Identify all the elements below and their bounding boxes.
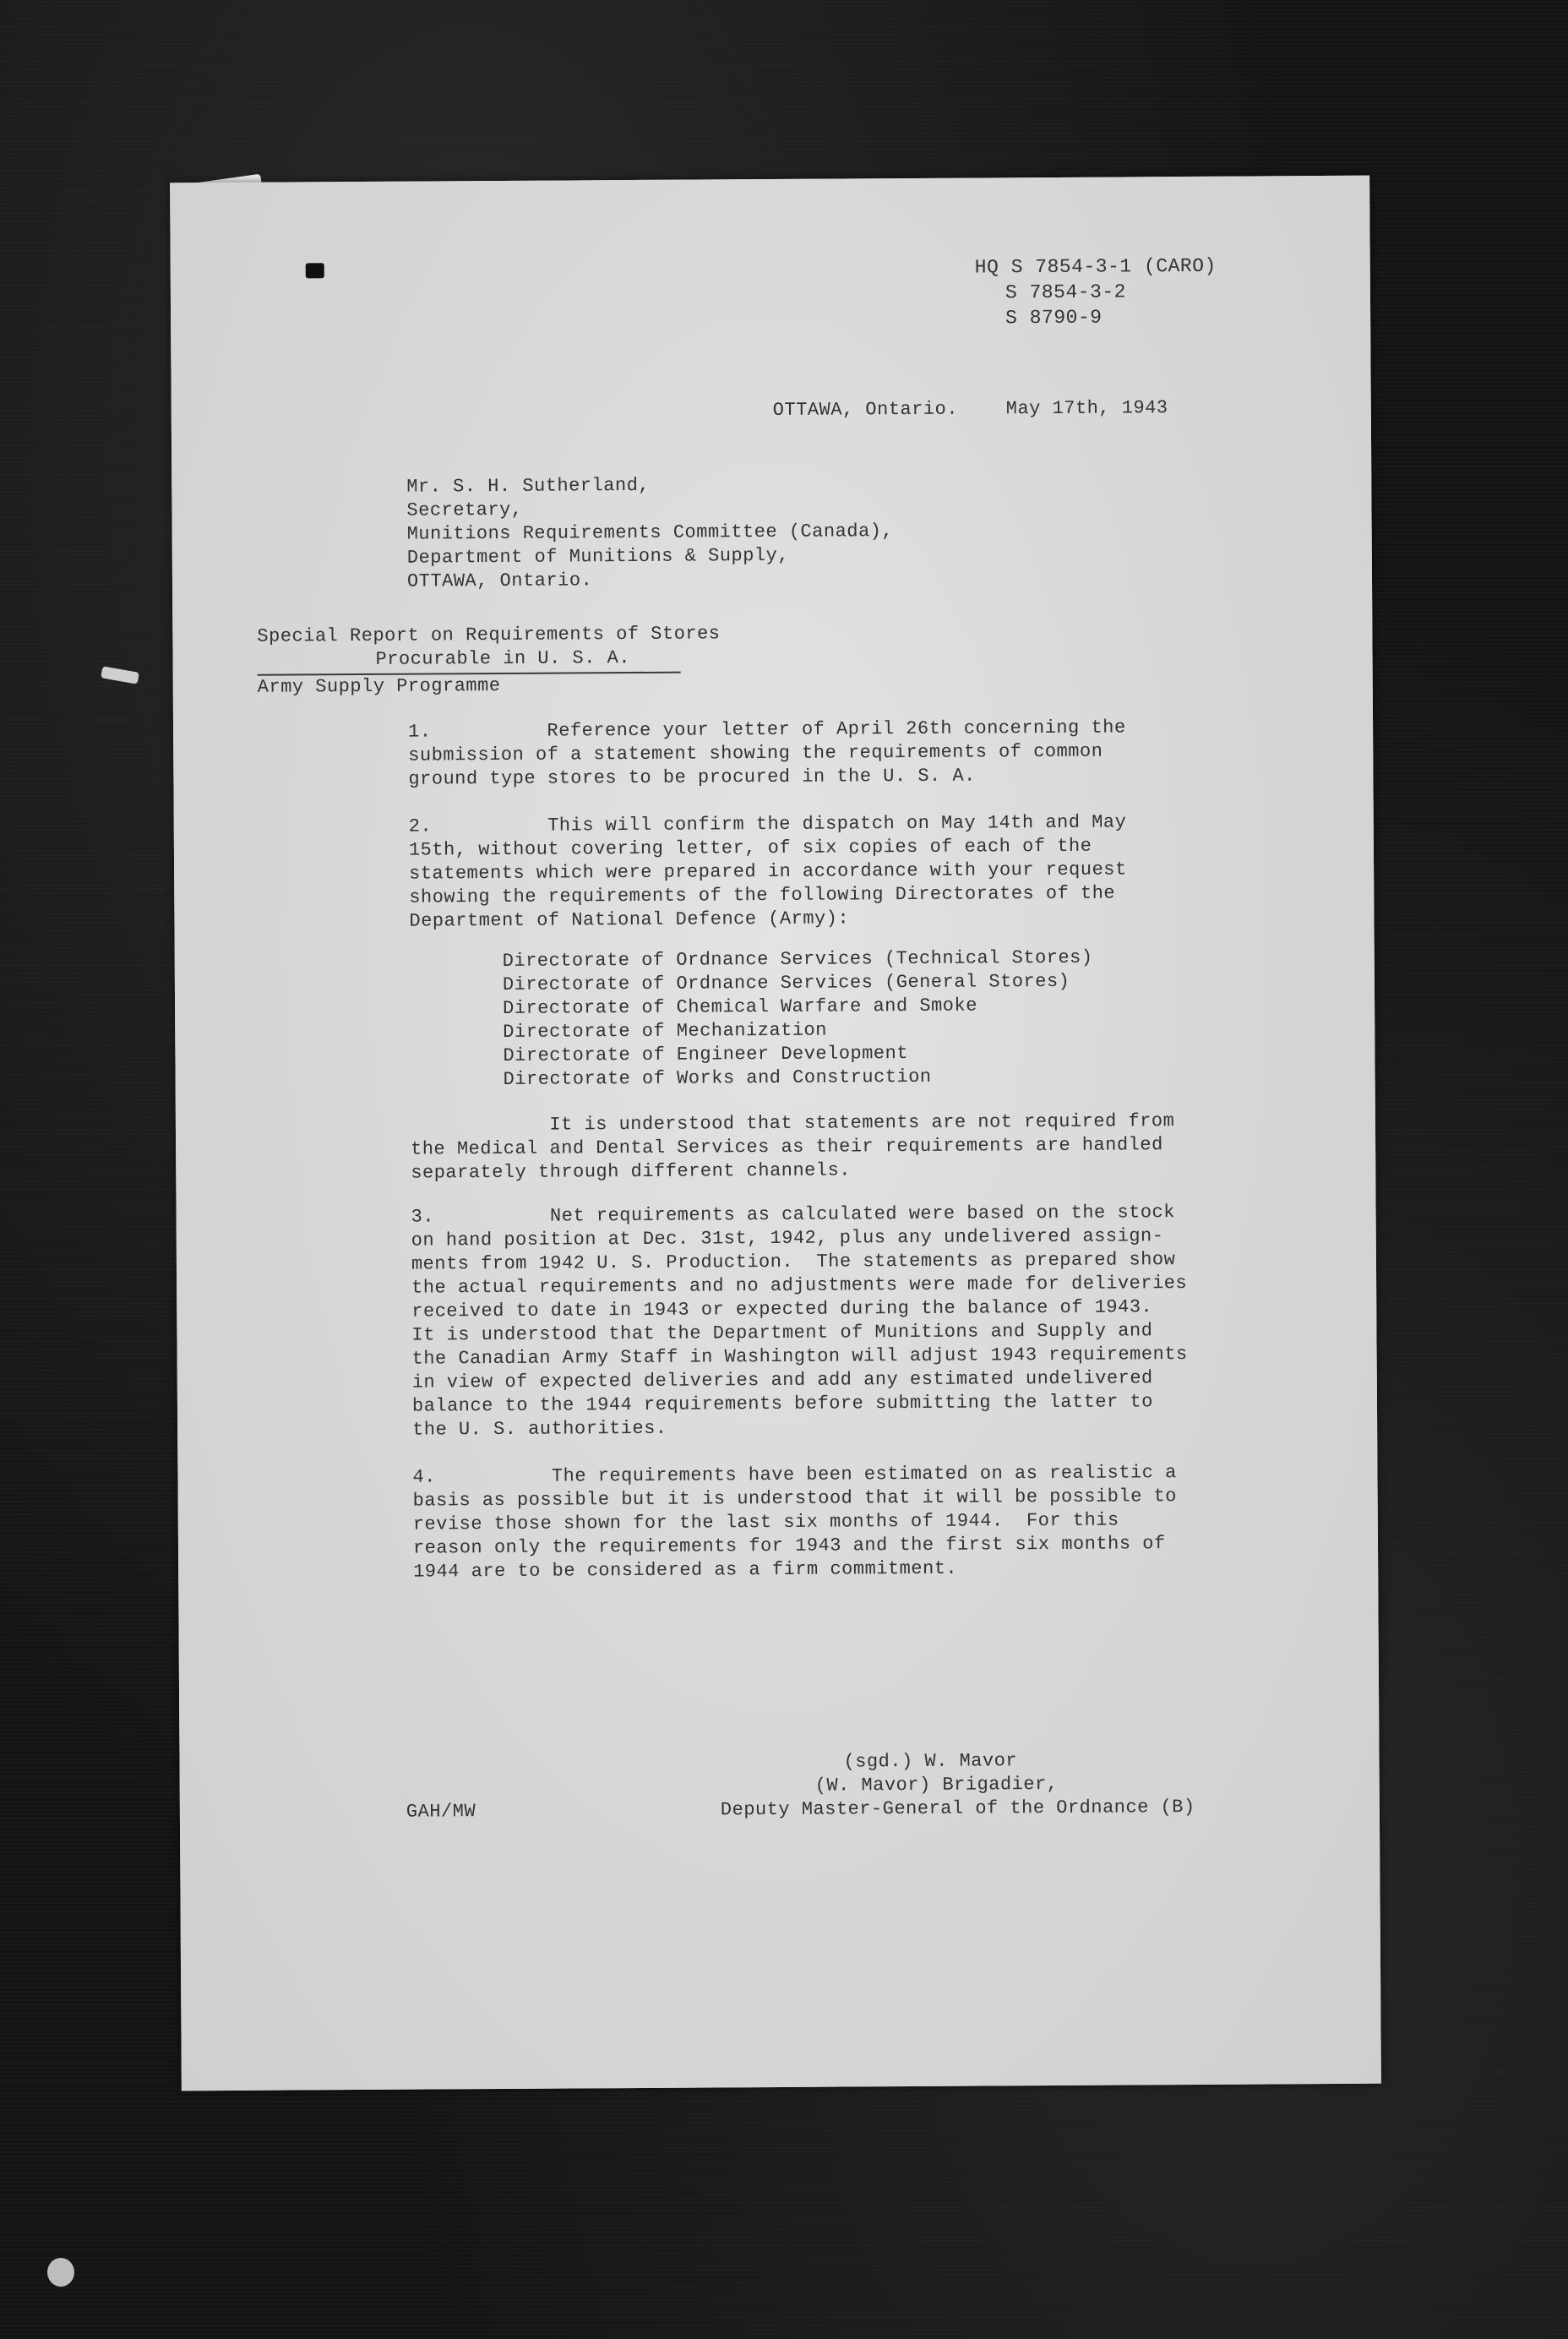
paragraph-3-line: the U. S. authorities. (412, 1417, 667, 1441)
addressee-line: OTTAWA, Ontario. (406, 570, 593, 592)
paragraph-4-line: 4. The requirements have been estimated on as realistic a (412, 1462, 1177, 1488)
paragraph-2b-line: the Medical and Dental Services as their requirements are handled (411, 1134, 1163, 1160)
paragraph-3-line: the Canadian Army Staff in Washington will adjust 1943 requirements (411, 1344, 1188, 1370)
paragraph-2-line: Department of National Defence (Army): (409, 908, 850, 932)
paragraph-2b-line: It is understood that statements are not required from (410, 1110, 1175, 1137)
directorate-item: Directorate of Mechanization (503, 1019, 828, 1043)
paragraph-4-line: 1944 are to be considered as a firm commitment. (413, 1557, 958, 1583)
signature-line: Deputy Master-General of the Ordnance (B) (720, 1796, 1195, 1821)
subject-line: Procurable in U. S. A. (257, 646, 681, 676)
paragraph-3-line: It is understood that the Department of Munitions and Supply and (411, 1320, 1153, 1346)
addressee-line: Department of Munitions & Supply, (406, 544, 790, 569)
paragraph-4-line: reason only the requirements for 1943 and the first six months of (412, 1533, 1166, 1559)
addressee-line: Secretary, (406, 499, 523, 521)
reference-line: S 8790-9 (1005, 306, 1102, 330)
ink-mark (306, 263, 324, 278)
paragraph-2-line: statements which were prepared in accordance with your request (409, 859, 1127, 885)
paragraph-3-line: ments from 1942 U. S. Production. The statements as prepared show (411, 1249, 1176, 1275)
place: OTTAWA, Ontario. (772, 398, 959, 422)
paragraph-1-line: ground type stores to be procured in the U. S. A. (408, 765, 976, 790)
paragraph-2-line: showing the requirements of the following Directorates of the (409, 882, 1116, 908)
subject-line: Special Report on Requirements of Stores (257, 623, 721, 647)
paragraph-3-line: balance to the 1944 requirements before submitting the latter to (411, 1391, 1153, 1417)
directorate-item: Directorate of Ordnance Services (General Stores) (502, 970, 1070, 995)
reference-line: S 7854-3-2 (1004, 281, 1127, 304)
speck-white (47, 2258, 74, 2287)
signature-line: (sgd.) W. Mavor (843, 1750, 1018, 1773)
addressee-line: Mr. S. H. Sutherland, (406, 474, 651, 498)
date: May 17th, 1943 (1005, 397, 1168, 420)
directorate-item: Directorate of Works and Construction (503, 1066, 932, 1090)
signature-line: (W. Mavor) Brigadier, (814, 1773, 1059, 1797)
paragraph-4-line: revise those shown for the last six months of 1944. For this (412, 1509, 1119, 1535)
paragraph-3-line: in view of expected deliveries and add any estimated undelivered (411, 1367, 1153, 1393)
document-page (170, 176, 1381, 2091)
directorate-item: Directorate of Engineer Development (503, 1043, 909, 1066)
typist-initials: GAH/MW (406, 1801, 476, 1823)
paragraph-2b-line: separately through different channels. (411, 1159, 852, 1184)
paragraph-2-line: 2. This will confirm the dispatch on May 14th and May (408, 811, 1127, 837)
paragraph-3-line: 3. Net requirements as calculated were based on the stock (411, 1202, 1176, 1228)
paragraph-3-line: the actual requirements and no adjustments were made for deliveries (411, 1273, 1188, 1299)
addressee-line: Munitions Requirements Committee (Canada), (406, 521, 894, 545)
paragraph-3-line: received to date in 1943 or expected during the balance of 1943. (411, 1296, 1153, 1322)
subject-line: Army Supply Programme (257, 674, 501, 698)
paragraph-3-line: on hand position at Dec. 31st, 1942, plus any undelivered assign- (411, 1225, 1164, 1251)
paragraph-1-line: submission of a statement showing the requirements of common (408, 740, 1103, 766)
paragraph-4-line: basis as possible but it is understood that it will be possible to (412, 1486, 1178, 1512)
paragraph-1-line: 1. Reference your letter of April 26th concerning the (408, 717, 1126, 743)
directorate-item: Directorate of Chemical Warfare and Smoke (503, 995, 977, 1019)
directorate-item: Directorate of Ordnance Services (Technical Stores) (502, 946, 1093, 972)
speck-white (101, 666, 139, 684)
paragraph-2-line: 15th, without covering letter, of six copies of each of the (408, 835, 1092, 861)
reference-line: HQ S 7854-3-1 (CARO) (974, 254, 1217, 279)
